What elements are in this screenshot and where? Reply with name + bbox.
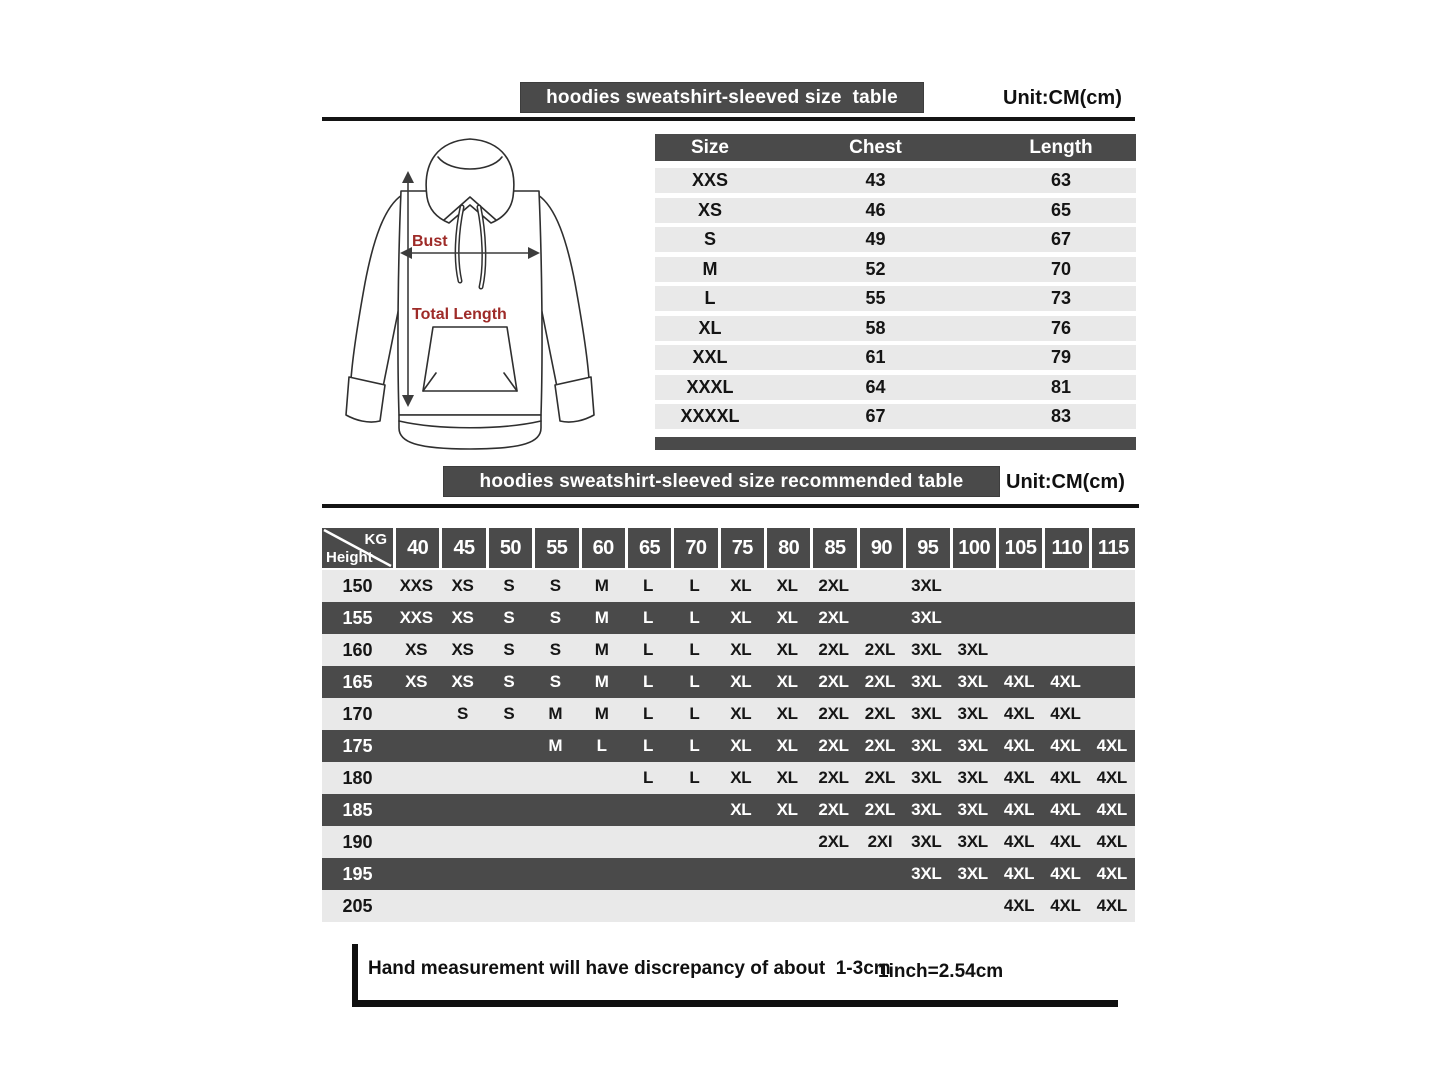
- size-recommendation-cell: M: [548, 736, 563, 755]
- size-recommendation-cell: 4XL: [1096, 832, 1127, 851]
- size-table-cell: XXL: [692, 347, 728, 367]
- kg-column-header: 110: [1045, 528, 1088, 568]
- size-table-row: [655, 227, 1136, 252]
- size-table-cell: 61: [865, 347, 886, 367]
- inch-conversion-note: 1inch=2.54cm: [878, 961, 1004, 982]
- size-recommendation-cell: 2XL: [818, 832, 849, 851]
- size-recommendation-cell: 4XL: [1096, 736, 1127, 755]
- kg-column-header: 100: [953, 528, 996, 568]
- size-table-cell: 67: [865, 406, 886, 426]
- size-recommendation-cell: S: [549, 640, 561, 659]
- size-recommendation-cell: 3XL: [911, 672, 942, 691]
- matrix-row: [322, 762, 1135, 794]
- matrix-corner-cell: [322, 528, 393, 568]
- size-recommendation-cell: L: [689, 672, 700, 691]
- size-recommendation-cell: 2XL: [864, 704, 896, 723]
- size-recommendation-cell: 4XL: [1003, 736, 1035, 755]
- size-recommendation-cell: L: [689, 576, 700, 595]
- height-row-label: 195: [342, 863, 373, 884]
- kangaroo-pocket: [423, 327, 517, 391]
- footnote-text: Hand measurement will have discrepancy of about 1-3cm: [368, 958, 891, 979]
- matrix-row: [322, 634, 1135, 666]
- size-table-cell: 52: [865, 258, 886, 279]
- size-table-title: hoodies sweatshirt-sleeved size table: [520, 82, 924, 113]
- size-table-cell: 83: [1050, 406, 1072, 426]
- size-recommendation-cell: XXS: [399, 608, 433, 627]
- size-recommendation-cell: 2XL: [818, 768, 849, 787]
- size-recommendation-cell: 2XL: [864, 800, 896, 819]
- size-recommendation-cell: XL: [776, 800, 798, 819]
- size-recommendation-cell: 2XL: [864, 736, 896, 755]
- size-recommendation-cell: XL: [776, 640, 798, 659]
- recommended-table-title: hoodies sweatshirt-sleeved size recommended table: [443, 466, 1000, 497]
- size-recommendation-cell: 4XL: [1003, 864, 1035, 883]
- size-recommendation-cell: 3XL: [957, 672, 988, 691]
- size-recommendation-cell: 2XI: [867, 832, 893, 851]
- kg-column-header: 105: [999, 528, 1042, 568]
- size-recommendation-cell: 4XL: [1096, 864, 1127, 883]
- size-table-cell: 58: [865, 317, 886, 338]
- size-table-body: [655, 168, 1136, 429]
- kg-column-header: 85: [813, 528, 856, 568]
- size-recommendation-cell: 4XL: [1050, 864, 1081, 883]
- size-recommendation-cell: 3XL: [957, 864, 988, 883]
- size-table-row: [655, 286, 1136, 311]
- size-table-row: [655, 345, 1136, 370]
- size-recommendation-cell: 3XL: [957, 768, 988, 787]
- size-recommendation-cell: XL: [776, 608, 798, 627]
- size-recommendation-cell: S: [503, 704, 515, 723]
- size-recommendation-cell: 4XL: [1050, 896, 1081, 915]
- kg-column-header: 90: [860, 528, 903, 568]
- left-sleeve: [351, 195, 402, 387]
- size-table-cell: 49: [865, 229, 886, 249]
- size-recommendation-cell: S: [503, 576, 515, 595]
- size-table-cell: 76: [1050, 317, 1072, 338]
- size-table-cell: S: [703, 229, 716, 249]
- size-recommendation-cell: L: [643, 768, 654, 787]
- size-recommendation-cell: 4XL: [1050, 704, 1081, 723]
- size-recommendation-cell: XL: [730, 672, 752, 691]
- kg-column-header: 75: [721, 528, 764, 568]
- size-recommendation-cell: S: [503, 608, 515, 627]
- size-table: [655, 134, 1136, 434]
- size-table-cell: 55: [865, 288, 886, 308]
- size-recommendation-cell: L: [689, 640, 700, 659]
- size-recommendation-cell: XS: [405, 672, 428, 691]
- size-recommendation-cell: 3XL: [911, 864, 942, 883]
- size-recommendation-cell: 2XL: [818, 800, 849, 819]
- size-recommendation-cell: 3XL: [957, 640, 988, 659]
- right-cuff: [555, 377, 594, 422]
- size-recommendation-cell: XL: [730, 576, 752, 595]
- matrix-body: [322, 570, 1135, 922]
- size-table-cell: 43: [865, 170, 886, 190]
- size-recommendation-cell: L: [643, 608, 654, 627]
- size-table-row: [655, 404, 1136, 429]
- size-table-cell: 65: [1050, 199, 1072, 220]
- size-recommendation-cell: 2XL: [864, 768, 896, 787]
- size-recommendation-cell: L: [689, 768, 700, 787]
- size-recommendation-cell: 3XL: [957, 800, 988, 819]
- size-recommendation-cell: M: [594, 704, 609, 723]
- size-recommendation-cell: S: [549, 672, 561, 691]
- size-recommendation-cell: XL: [776, 672, 798, 691]
- size-table-row: [655, 316, 1136, 341]
- right-sleeve: [538, 195, 589, 387]
- size-recommendation-cell: XS: [451, 576, 474, 595]
- size-recommendation-cell: 3XL: [911, 832, 942, 851]
- size-recommendation-cell: 4XL: [1050, 832, 1081, 851]
- matrix-row: [322, 730, 1135, 762]
- size-recommendation-cell: XL: [776, 704, 798, 723]
- matrix-header-row: [322, 528, 1135, 568]
- size-recommendation-cell: 4XL: [1096, 768, 1127, 787]
- size-table-column-header: Length: [1029, 136, 1093, 158]
- size-recommendation-cell: XS: [451, 608, 474, 627]
- height-row-label: 155: [342, 607, 373, 628]
- size-recommendation-cell: 3XL: [957, 704, 988, 723]
- size-recommendation-cell: 3XL: [911, 800, 942, 819]
- size-recommendation-cell: L: [643, 640, 654, 659]
- size-recommendation-cell: S: [549, 608, 561, 627]
- matrix-row: [322, 890, 1135, 922]
- size-recommendation-cell: 2XL: [818, 608, 849, 627]
- size-table-cell: L: [704, 288, 716, 308]
- size-recommendation-cell: XS: [451, 672, 474, 691]
- size-recommendation-cell: 3XL: [911, 576, 942, 595]
- size-table-cell: 46: [865, 199, 886, 220]
- size-recommendation-cell: L: [596, 736, 607, 755]
- size-recommendation-cell: 3XL: [911, 608, 942, 627]
- matrix-row: [322, 858, 1135, 890]
- size-recommendation-cell: XXS: [399, 576, 433, 595]
- size-recommendation-cell: 2XL: [864, 672, 896, 691]
- size-recommendation-cell: L: [689, 608, 700, 627]
- size-recommendation-cell: 4XL: [1003, 800, 1035, 819]
- size-table-bottom-bar: [655, 437, 1136, 450]
- height-row-label: 165: [342, 671, 373, 692]
- size-table-cell: 81: [1050, 376, 1072, 397]
- size-recommendation-cell: S: [549, 576, 561, 595]
- total-length-label: Total Length: [412, 306, 507, 323]
- size-recommendation-cell: 3XL: [911, 768, 942, 787]
- size-recommendation-cell: 4XL: [1096, 896, 1127, 915]
- size-table-cell: M: [702, 258, 718, 279]
- size-recommendation-cell: XL: [730, 608, 752, 627]
- height-row-label: 185: [342, 799, 373, 820]
- size-recommendation-cell: M: [594, 576, 609, 595]
- left-cuff: [346, 377, 385, 422]
- size-recommendation-cell: 4XL: [1003, 832, 1035, 851]
- height-row-label: 160: [342, 639, 373, 660]
- size-recommendation-cell: 4XL: [1050, 736, 1081, 755]
- size-recommendation-cell: XL: [730, 704, 752, 723]
- size-recommendation-cell: 4XL: [1096, 800, 1127, 819]
- size-recommendation-cell: 2XL: [818, 736, 849, 755]
- size-recommendation-cell: 4XL: [1003, 672, 1035, 691]
- size-recommendation-cell: L: [689, 736, 700, 755]
- size-table-column-header: Chest: [849, 136, 902, 158]
- size-recommendation-cell: L: [643, 576, 654, 595]
- size-table-cell: XXXXL: [680, 406, 740, 426]
- size-table-cell: XXXL: [686, 376, 734, 397]
- size-recommendation-cell: 2XL: [818, 640, 849, 659]
- size-recommendation-cell: XL: [730, 768, 752, 787]
- kg-column-header: 45: [442, 528, 485, 568]
- size-recommendation-cell: 4XL: [1003, 768, 1035, 787]
- size-recommendation-cell: 2XL: [818, 576, 849, 595]
- size-recommendation-cell: 3XL: [957, 736, 988, 755]
- divider-line-top: [322, 117, 1135, 121]
- size-recommendation-cell: L: [643, 704, 654, 723]
- height-row-label: 190: [342, 831, 373, 852]
- kg-column-header: 50: [489, 528, 532, 568]
- size-recommendation-cell: M: [548, 704, 563, 723]
- matrix-row: [322, 698, 1135, 730]
- hoodie-outline: [346, 139, 594, 449]
- size-recommendation-cell: XL: [776, 768, 798, 787]
- corner-kg-label: KG: [364, 531, 387, 548]
- size-recommendation-cell: XL: [730, 800, 752, 819]
- corner-height-label: Height: [326, 549, 373, 566]
- size-table-row: [655, 375, 1136, 400]
- kg-column-header: 65: [628, 528, 671, 568]
- bust-label: Bust: [412, 233, 448, 250]
- size-table-cell: XXS: [691, 170, 729, 190]
- size-table-cell: XS: [697, 199, 722, 220]
- size-recommendation-cell: M: [594, 672, 609, 691]
- height-row-label: 170: [342, 703, 373, 724]
- size-table-cell: 73: [1050, 288, 1072, 308]
- height-row-label: 205: [342, 895, 373, 916]
- divider-line-middle: [322, 504, 1139, 508]
- matrix-row: [322, 826, 1135, 858]
- size-table-row: [655, 168, 1136, 193]
- height-row-label: 175: [342, 735, 373, 756]
- matrix-row: [322, 666, 1135, 698]
- size-table-header: [655, 134, 1136, 161]
- size-recommendation-cell: 2XL: [864, 640, 896, 659]
- size-recommendation-cell: L: [689, 704, 700, 723]
- size-table-cell: XL: [698, 317, 722, 338]
- height-row-label: 150: [342, 575, 373, 596]
- footnote-vertical-bar: [352, 944, 358, 1002]
- size-recommendation-cell: XL: [730, 736, 752, 755]
- kg-column-header: 55: [535, 528, 578, 568]
- matrix-row: [322, 794, 1135, 826]
- size-table-cell: 64: [865, 376, 886, 397]
- size-recommendation-cell: M: [594, 608, 609, 627]
- size-table-cell: 63: [1050, 170, 1072, 190]
- size-recommendation-cell: 4XL: [1003, 704, 1035, 723]
- height-row-label: 180: [342, 767, 373, 788]
- size-recommendation-cell: XS: [451, 640, 474, 659]
- size-table-cell: 70: [1050, 258, 1072, 279]
- size-recommendation-cell: 3XL: [911, 736, 942, 755]
- size-table-unit-label: Unit:CM(cm): [1003, 87, 1122, 109]
- kg-column-header: 70: [674, 528, 717, 568]
- kg-column-header: 80: [767, 528, 810, 568]
- size-table-row: [655, 257, 1136, 282]
- matrix-row: [322, 570, 1135, 602]
- size-recommendation-cell: XS: [405, 640, 428, 659]
- kg-column-header: 40: [396, 528, 439, 568]
- hem-band: [399, 415, 541, 449]
- size-recommendation-cell: 3XL: [911, 640, 942, 659]
- size-recommendation-cell: 2XL: [818, 704, 849, 723]
- size-recommendation-cell: 3XL: [957, 832, 988, 851]
- size-recommendation-cell: L: [643, 672, 654, 691]
- size-recommendation-cell: XL: [776, 736, 798, 755]
- kg-column-header: 95: [906, 528, 949, 568]
- size-recommendation-cell: 4XL: [1003, 896, 1035, 915]
- size-recommendation-cell: S: [503, 672, 515, 691]
- size-table-row: [655, 198, 1136, 223]
- hoodie-line-drawing: [338, 133, 603, 458]
- size-recommendation-cell: M: [594, 640, 609, 659]
- size-recommendation-cell: XL: [776, 576, 798, 595]
- size-recommendation-cell: 4XL: [1050, 672, 1081, 691]
- recommended-table: [322, 528, 1135, 922]
- size-table-cell: 79: [1050, 347, 1072, 367]
- kg-column-header: 60: [582, 528, 625, 568]
- size-recommendation-cell: L: [643, 736, 654, 755]
- size-recommendation-cell: 2XL: [818, 672, 849, 691]
- size-recommendation-cell: XL: [730, 640, 752, 659]
- size-table-column-header: Size: [690, 136, 730, 158]
- size-recommendation-cell: 3XL: [911, 704, 942, 723]
- footnote-underline: [352, 1000, 1118, 1007]
- size-table-cell: 67: [1050, 229, 1072, 249]
- recommended-table-unit-label: Unit:CM(cm): [1006, 471, 1125, 493]
- size-recommendation-cell: S: [503, 640, 515, 659]
- kg-column-header: 115: [1092, 528, 1135, 568]
- size-recommendation-cell: S: [457, 704, 469, 723]
- matrix-row: [322, 602, 1135, 634]
- size-recommendation-cell: 4XL: [1050, 800, 1081, 819]
- size-recommendation-cell: 4XL: [1050, 768, 1081, 787]
